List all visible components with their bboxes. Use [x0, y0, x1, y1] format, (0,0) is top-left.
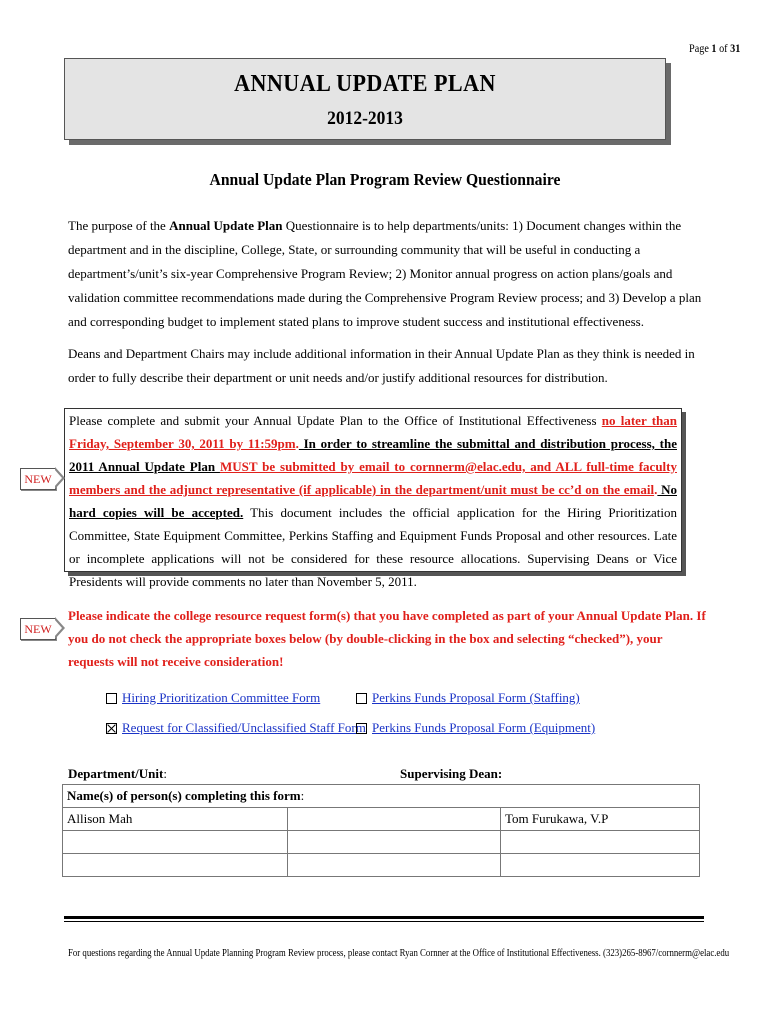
questionnaire-subtitle: Annual Update Plan Program Review Questionnaire [209, 170, 561, 189]
new-badge: NEW [20, 618, 56, 640]
form-link-perkins-equipment[interactable]: Perkins Funds Proposal Form (Equipment) [372, 720, 596, 735]
names-label-cell: Name(s) of person(s) completing this form: [63, 785, 700, 808]
checkbox-perkins-staffing[interactable] [356, 693, 367, 704]
empty-cell[interactable] [63, 854, 288, 877]
empty-cell[interactable] [501, 831, 700, 854]
form-option-classified-staff[interactable] [106, 720, 366, 736]
submission-notice-box: Please complete and submit your Annual Update Plan to the Office of Institutional Effectiveness no later than Friday, September 30, 2011 by 11:59pm. In order to streamline the submittal and distribution process, the 2011 Annual Update Plan MUST be submitted by email to cornnerm@elac.edu, and ALL full-time faculty members and the adjunct representative (if applicable) in the department/unit must be cc’d on the email. No hard copies will be accepted. This document includes the official application for the Hiring Prioritization Committee, State Equipment Committee, Perkins Staffing and Equipment Funds Proposal and other resources. Late or incomplete applications will not be considered for these resource allocations. Supervising Deans or Vice Presidents will provide comments no later than November 5, 2011. [64, 408, 682, 572]
document-title: ANNUAL UPDATE PLAN [234, 71, 496, 97]
document-year: 2012-2013 [327, 108, 403, 129]
purpose-paragraph: The purpose of the Annual Update Plan Questionnaire is to help departments/units: 1) Document changes within the department and in the discipline, College, State, or surrounding community that will be useful in conducting a department’s/unit’s six-year Comprehensive Program Review; 2) Monitor annual progress on action plans/goals and validation committee recommendations made during the Comprehensive Program Review process; and 3) Develop a plan and corresponding budget to implement stated plans to improve student success and institutional effectiveness. [68, 218, 702, 329]
deans-paragraph: Deans and Department Chairs may include additional information in their Annual Update Plan as they think is needed in order to fully describe their department or unit needs and/or justify additional resources for distribution. [68, 346, 695, 385]
empty-cell[interactable] [288, 808, 501, 831]
footer-divider-thin [64, 921, 704, 922]
checkbox-classified-staff[interactable] [106, 723, 117, 734]
form-option-perkins-equipment[interactable] [356, 720, 595, 736]
dean-name-cell[interactable]: Tom Furukawa, V.P [501, 808, 700, 831]
arrow-icon [55, 617, 65, 639]
personnel-table [62, 784, 700, 877]
empty-cell[interactable] [288, 831, 501, 854]
title-box [64, 58, 666, 140]
form-link-perkins-staffing[interactable]: Perkins Funds Proposal Form (Staffing) [372, 690, 580, 705]
empty-cell[interactable] [288, 854, 501, 877]
form-link-hiring[interactable]: Hiring Prioritization Committee Form [122, 690, 321, 705]
empty-cell[interactable] [63, 831, 288, 854]
person-name-cell[interactable]: Allison Mah [63, 808, 288, 831]
form-option-perkins-staffing[interactable] [356, 690, 580, 706]
empty-cell[interactable] [501, 854, 700, 877]
arrow-icon [55, 467, 65, 489]
footer-divider [64, 916, 704, 919]
request-instructions: Please indicate the college resource request form(s) that you have completed as part of your Annual Update Plan. If you do not check the appropriate boxes below (by double-clicking in the box and selecting “checked”), your requests will not receive consideration! [68, 608, 706, 669]
checkbox-perkins-equipment[interactable] [356, 723, 367, 734]
department-label: Department/Unit: [68, 766, 167, 781]
form-link-classified-staff[interactable]: Request for Classified/Unclassified Staff Form [122, 720, 366, 735]
checkbox-hiring[interactable] [106, 693, 117, 704]
page-number: Page 1 of 31 [688, 41, 740, 55]
form-option-hiring[interactable] [106, 690, 320, 706]
dean-label: Supervising Dean: [400, 766, 503, 781]
new-badge: NEW [20, 468, 56, 490]
footer-contact: For questions regarding the Annual Update Planning Program Review process, please contact Ryan Cornner at the Office of Institutional Effectiveness. (323)265-8967/cornnerm@elac.edu [68, 948, 730, 959]
